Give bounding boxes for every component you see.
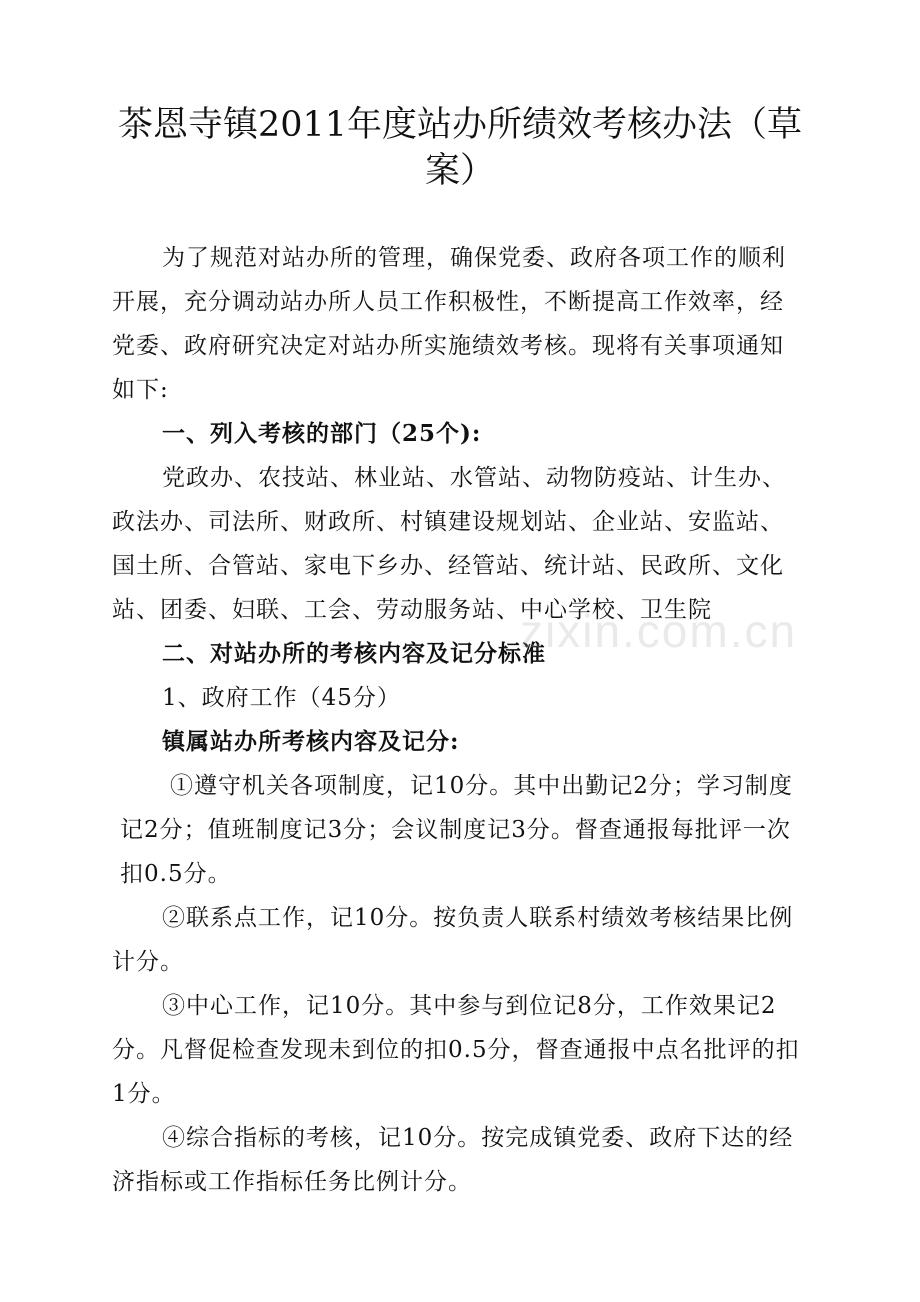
item-1-paragraph: ①遵守机关各项制度，记10分。其中出勤记2分；学习制度记2分；值班制度记3分；会议制度记3分。督查通报每批评一次扣0.5分。: [120, 773, 793, 887]
intro-paragraph: 为了规范对站办所的管理，确保党委、政府各项工作的顺利开展，充分调动站办所人员工作积极性，不断提高工作效率，经党委、政府研究决定对站办所实施绩效考核。现将有关事项通知如下:: [112, 245, 786, 403]
section-heading-2: 二、对站办所的考核内容及记分标准: [162, 640, 546, 667]
document-title: 茶恩寺镇2011年度站办所绩效考核办法（草案）: [117, 105, 803, 191]
section-heading-1: 一、列入考核的部门（25个):: [162, 420, 482, 447]
content-heading: 镇属站办所考核内容及记分:: [162, 728, 460, 755]
department-list: 党政办、农技站、林业站、水管站、动物防疫站、计生办、政法办、司法所、财政所、村镇建设规划站、企业站、安监站、国土所、合管站、家电下乡办、经管站、统计站、民政所、文化站、团委、妇联、工会、劳动服务站、中心学校、卫生院: [112, 465, 786, 623]
subsection-heading: 1、政府工作（45分）: [162, 685, 401, 711]
item-3-paragraph: ③中心工作，记10分。其中参与到位记8分，工作效果记2分。凡督促检查发现未到位的扣0.5分，督查通报中点名批评的扣1分。: [112, 993, 800, 1107]
document-body: [112, 236, 802, 1204]
watermark-text: zixin.com.cn: [520, 605, 798, 657]
item-2-paragraph: ②联系点工作，记10分。按负责人联系村绩效考核结果比例计分。: [112, 905, 794, 975]
item-4-paragraph: ④综合指标的考核，记10分。按完成镇党委、政府下达的经济指标或工作指标任务比例计分。: [112, 1125, 794, 1195]
